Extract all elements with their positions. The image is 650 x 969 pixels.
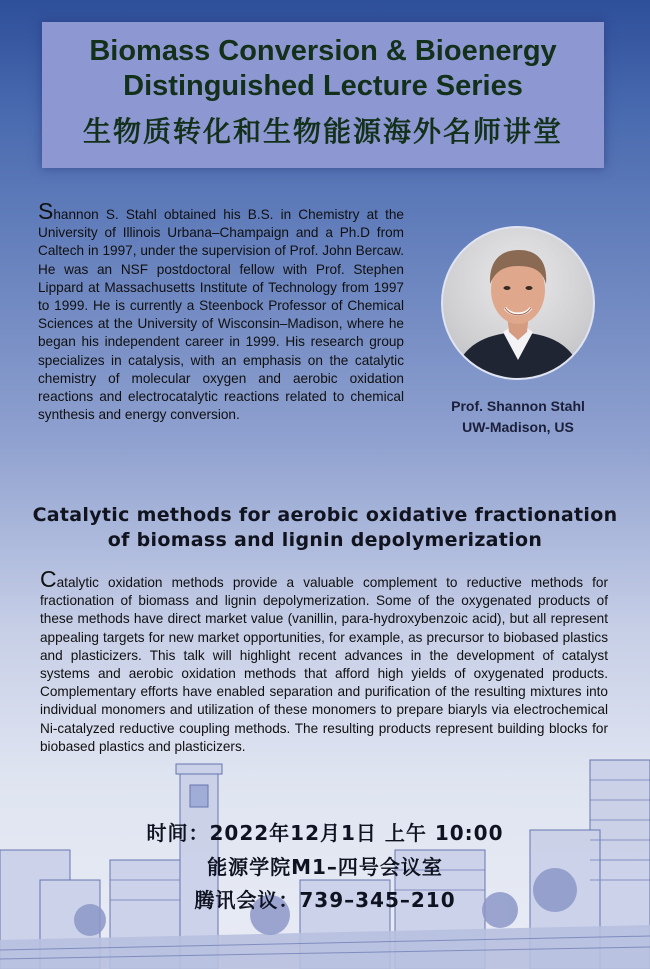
series-title-chinese: 生物质转化和生物能源海外名师讲堂: [82, 115, 563, 148]
bio-text: hannon S. Stahl obtained his B.S. in Chemistry at the University of Illinois Urbana–Champaign and a Ph.D from Caltech in 1997, under the supervision of Prof. John Bercaw. He was an NSF postdoctoral fellow with Prof. Stephen Lippard at Massachusetts Institute of Technology from 1997 to 1999. He is currently a Steenbock Professor of Chemical Sciences at the University of Wisconsin–Madison, where he began his independent career in 1999. His research group specializes in catalysis, with an emphasis on the catalytic chemistry of molecular oxygen and aerobic oxidation reactions and electrocatalytic reactions related to chemical synthesis and energy conversion.: [38, 207, 404, 423]
speaker-name: Prof. Shannon Stahl: [451, 398, 585, 414]
series-title-line2: Distinguished Lecture Series: [123, 70, 523, 102]
abstract-dropcap: C: [40, 566, 57, 592]
speaker-photo: [441, 226, 595, 380]
speaker-affiliation: UW-Madison, US: [462, 419, 574, 435]
event-time: 时间：2022年12月1日 上午 10:00: [146, 821, 504, 845]
bio-dropcap: S: [38, 198, 54, 224]
event-online-meeting: 腾讯会议：739–345–210: [194, 888, 456, 912]
speaker-bio: [38, 198, 404, 424]
series-title-line1: Biomass Conversion & Bioenergy: [89, 35, 557, 67]
talk-abstract: [40, 566, 608, 756]
talk-title-line2: of biomass and lignin depolymerization: [107, 529, 543, 551]
talk-title: [10, 503, 640, 553]
event-room: 能源学院M1–四号会议室: [207, 855, 443, 879]
abstract-text: atalytic oxidation methods provide a valuable complement to reductive methods for fractionation of biomass and lignin depolymerization. Some of the oxygenated products of these methods have direct market value (vanillin, para-hydroxybenzoic acid), but all represent appealing targets for new market opportunities, for example, as precursor to biobased plastics and plasticizers. This talk will highlight recent advances in the development of catalyst systems and aerobic oxidation methods that afford high yields of oxygenated products. Complementary efforts have enabled separation and purification of the resulting mixtures into individual monomers and utilization of these monomers to prepare biaryls via electrochemical Ni-catalyzed reductive coupling methods. The resulting products represent building blocks for biobased plastics and plasticizers.: [40, 575, 608, 754]
series-header: [42, 22, 604, 168]
talk-title-line1: Catalytic methods for aerobic oxidative fractionation: [32, 504, 618, 526]
portrait-photo-icon: [443, 228, 593, 378]
